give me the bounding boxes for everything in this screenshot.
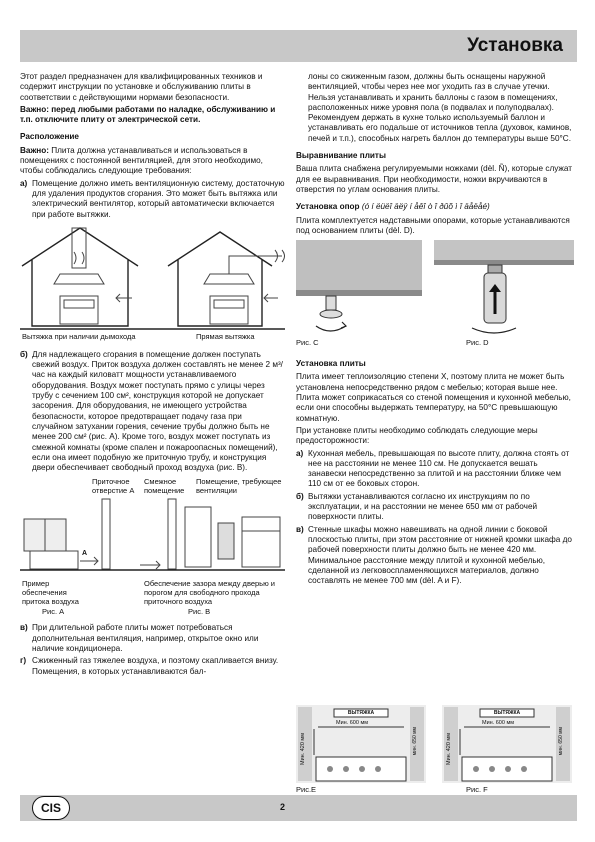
- requirement-g: [20, 656, 285, 677]
- requirement-v-marker: в): [20, 623, 28, 633]
- installation-paragraph-1: Плита имеет теплоизоляцию степени Х, поэтому плита не может быть установлена непосредственно рядом с мебелью; которая выше нее. Плита может соприкасаться со стеной помещения и кухонной мебелью, если они способны выдержать температуру, на 50°С превышающую комнатную.: [296, 372, 571, 423]
- figure-f-width: Мин. 600 мм: [482, 720, 515, 726]
- supports-heading-text: Установка опор: [296, 202, 360, 212]
- figure-f-height: Мин. 420 мм: [446, 733, 452, 766]
- figure-e-side: мин. 650 мм: [412, 727, 418, 756]
- houses-illustration: [20, 226, 285, 330]
- installation-b-marker: б): [296, 491, 304, 501]
- figure-e-f: [296, 705, 574, 793]
- requirement-v: [20, 623, 285, 654]
- location-lead: Важно:: [20, 145, 49, 155]
- supports-heading-garbled: (ó í ëüëî äëÿ í åêî ò î ðûõ ì î äåëåé): [359, 202, 490, 212]
- requirement-b: [20, 350, 285, 474]
- installation-v-text: Стенные шкафы можно навешивать на одной линии с боковой плоскостью плиты, при этом расстояние от нижней кромки шкафа до рабочей поверхности плиты должно быть не менее 420 мм. Минимальное расстояние между плитой и кухонной мебелью, сделанной из легковоспламеняющихся материалов, должно составлять не менее 700 мм (dèl. A и F).: [308, 524, 572, 586]
- page-footer: [20, 795, 577, 821]
- installation-a: [296, 449, 574, 490]
- figure-a-b: [20, 477, 285, 619]
- figure-a-b-illustration: [20, 497, 285, 575]
- page-title: Установка: [467, 35, 563, 56]
- supports-text: Плита комплектуется надставными опорами, которые устанавливаются под основанием плиты (dèl. D).: [296, 215, 570, 235]
- label-ventilated-room: Помещение, требующее вентиляции: [196, 477, 282, 496]
- installation-heading: Установка плиты: [296, 359, 366, 369]
- figure-a-letter: A: [82, 550, 88, 558]
- left-column: [20, 72, 285, 679]
- figure-a-label: Рис. A: [42, 607, 65, 617]
- intro-paragraph: Этот раздел предназначен для квалифицированных техников и содержит инструкции по установке и обслуживанию плиты в соответствии с действующими нормами безопасности.: [20, 72, 263, 102]
- requirement-b-text: Для надлежащего сгорания в помещение должен поступать свежий воздух. Приток воздуха должен составлять не менее 2 м³/час на каждый киловатт мощности устанавливаемого оборудования. Воздух может поступать прямо с улицы через трубу с сечением 100 см², конструкция которой не допускает засорения. Для оборудования, не имеющего устройства безопасности, которое предотвращает подачу газа при случайном затухании горения, сечение трубы должно быть не менее 200 см² (рис. А). Кроме того, воздух может поступать из смежной комнаты (кроме спален и пожароопасных помещений), если она имеет подобную же приточную трубу, и конструкция двери обеспечивает свободный проход воздуха (рис. В).: [32, 349, 283, 473]
- gas-continuation: лоны со сжиженным газом, должны быть оснащены наружной вентиляцией, чтобы через нее мог уходить газ в случае утечки. Нельзя устанавливать и хранить баллоны с газом в помещениях, расположенных ниже уровня пола (в подвалах и полуподвалах). Рекомендуем держать в кухне только используемый баллон и устанавливать его подальше от источников тепла (духовок, каминов, печей и т.п.), способных нагреть баллон до температуры выше 50°С.: [308, 72, 572, 143]
- caption-direct-hood: Прямая вытяжка: [196, 331, 255, 341]
- page-header: [20, 30, 577, 62]
- location-paragraph: [20, 146, 285, 177]
- figure-e-hood: ВЫТЯЖКА: [347, 710, 375, 716]
- requirement-g-marker: г): [20, 656, 27, 666]
- requirement-a-text: Помещение должно иметь вентиляционную систему, достаточную для удаления продуктов сгорания. Это может быть вытяжка или электрический вентилятор, который автоматически включается при работе вытяжки.: [32, 178, 285, 219]
- ventilation-figure: [20, 226, 285, 344]
- caption-door-gap: Обеспечение зазора между дверью и порогом для свободного прохода приточного воздуха: [144, 579, 275, 607]
- location-heading: Расположение: [20, 132, 79, 142]
- figure-e-label: Рис.E: [296, 785, 317, 794]
- installation-paragraph-2: При установке плиты необходимо соблюдать следующие меры предосторожности:: [296, 425, 538, 446]
- region-badge: CIS: [32, 796, 70, 820]
- levelling-text: Ваша плита снабжена регулируемыми ножками (dèl. Ñ), которые служат для ее выравнивания. При необходимости, ножки вкручиваются в отверстия по углам основания плиты.: [296, 164, 573, 194]
- levelling-heading: Выравнивание плиты: [296, 151, 386, 161]
- feet-illustration: [296, 240, 574, 336]
- installation-a-text: Кухонная мебель, превышающая по высоте плиту, должна стоять от нее на расстоянии не менее 110 см. Не допускается вешать занавески непосредственно за плитой и на расстоянии ближе чем 110 см от ее боковых сторон.: [308, 448, 570, 489]
- figure-f-side: мин. 650 мм: [558, 727, 564, 756]
- figure-c-label: Рис. C: [296, 338, 319, 348]
- requirement-v-text: При длительной работе плиты может потребоваться дополнительная вентиляция, например, открытое окно или наличие кондиционера.: [32, 623, 259, 654]
- installation-b: [296, 492, 574, 523]
- figure-f-label: Рис. F: [466, 785, 488, 794]
- caption-chimney-hood: Вытяжка при наличии дымохода: [22, 331, 136, 341]
- requirement-a: [20, 179, 285, 220]
- right-column: [296, 72, 574, 588]
- figure-b-label: Рис. B: [188, 607, 211, 617]
- requirement-b-marker: б): [20, 349, 28, 359]
- warning-paragraph: Важно: перед любыми работами по наладке, обслуживанию и т.п. отключите плиту от электрической сети.: [20, 104, 276, 125]
- page-number: 2: [280, 802, 286, 812]
- figure-d-label: Рис. D: [466, 338, 489, 348]
- supports-heading: [296, 202, 574, 212]
- label-inlet-a: Приточное отверстие А: [92, 477, 135, 496]
- location-text: Плита должна устанавливаться и использоваться в помещениях с постоянной вентиляцией, для этого необходимо, чтобы соблюдались следующие требования:: [20, 145, 263, 176]
- installation-a-marker: а): [296, 448, 304, 458]
- installation-v-marker: в): [296, 524, 304, 534]
- requirement-a-marker: а): [20, 178, 28, 188]
- installation-b-text: Вытяжки устанавливаются согласно их инструкциям по по эксплуатации, и на расстоянии не менее 650 мм от рабочей поверхности плиты.: [308, 491, 538, 522]
- figure-e-height: Мин. 420 мм: [300, 733, 306, 766]
- caption-air-inlet: Пример обеспечения притока воздуха: [22, 579, 79, 607]
- figure-c-d: [296, 240, 574, 352]
- figure-f-hood: ВЫТЯЖКА: [493, 710, 521, 716]
- requirement-g-text: Сжиженный газ тяжелее воздуха, и поэтому скапливается внизу. Помещения, в которых устанавливаются бал-: [32, 656, 279, 676]
- installation-v: [296, 525, 574, 587]
- label-adjacent-room: Смежное помещение: [144, 477, 185, 496]
- figure-e-width: Мин. 600 мм: [336, 720, 369, 726]
